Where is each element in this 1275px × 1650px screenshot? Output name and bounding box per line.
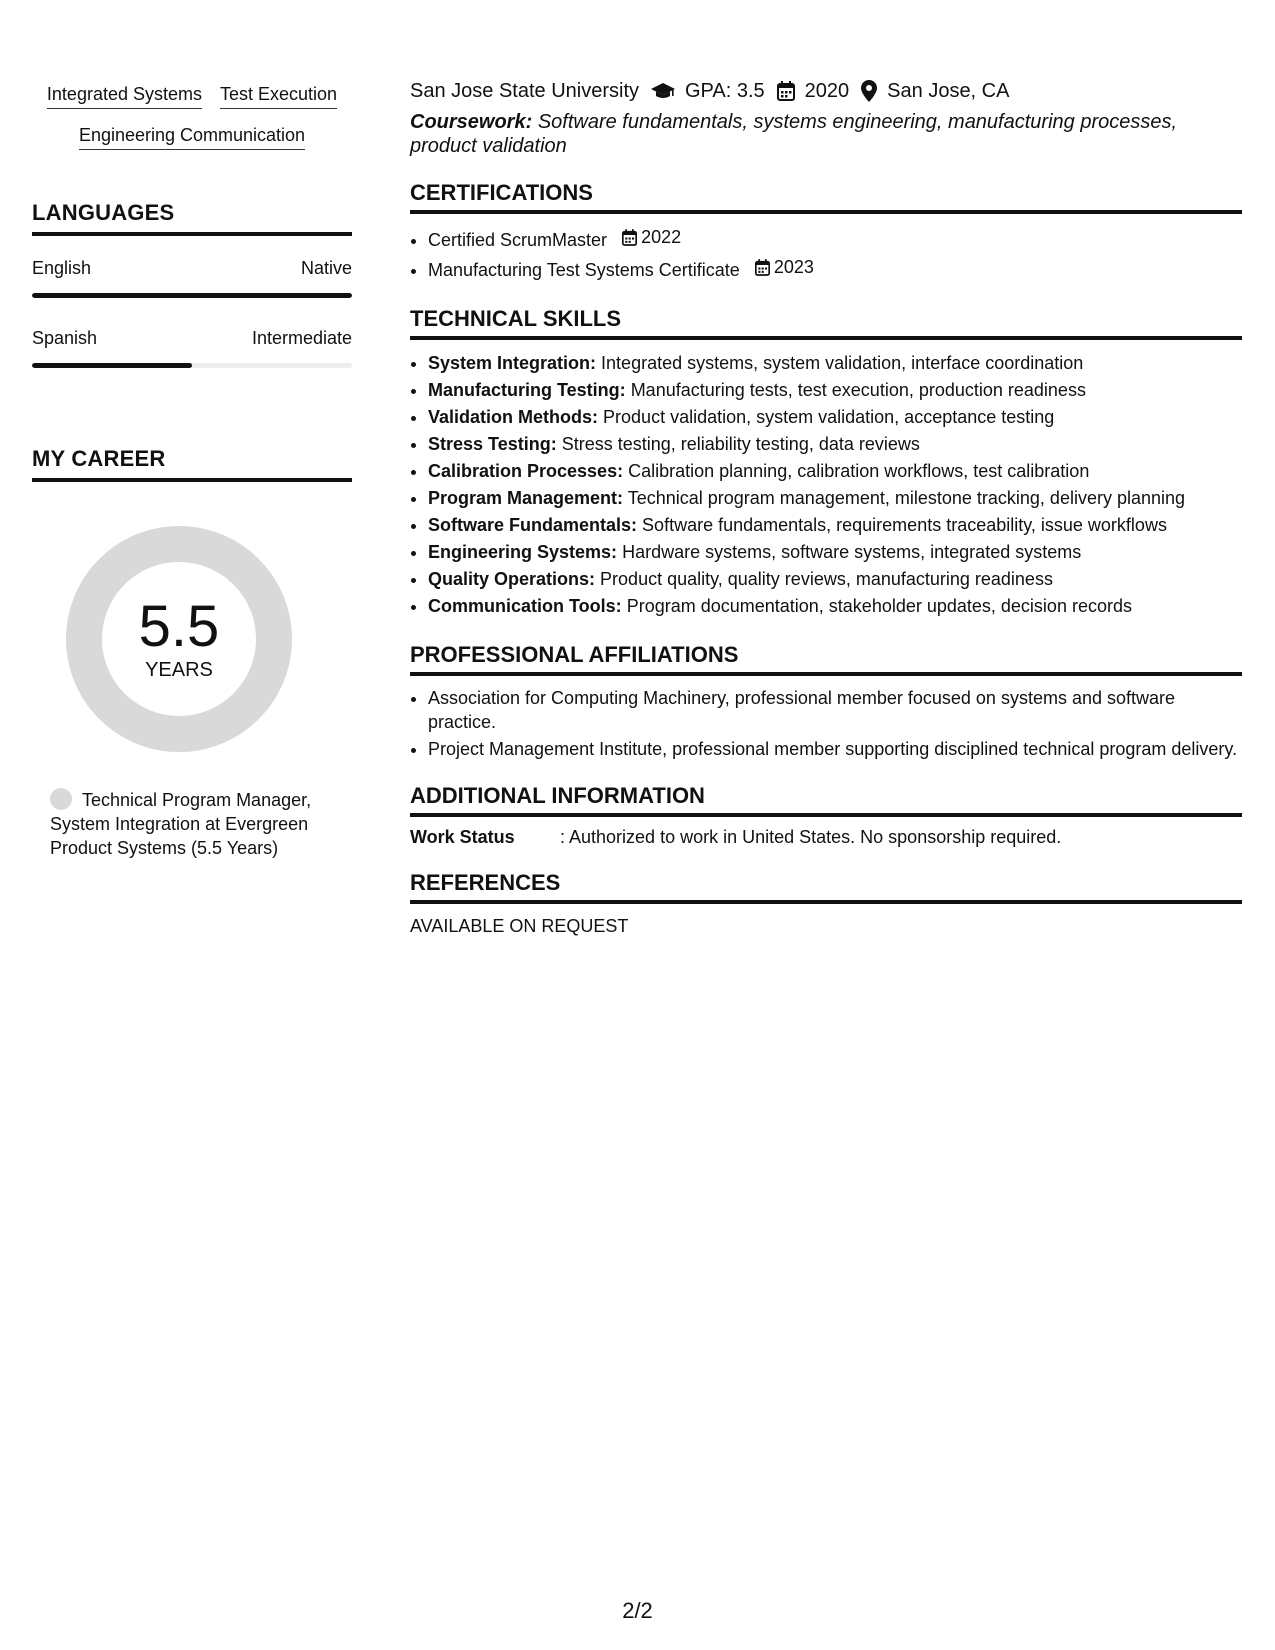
technical-skills-list (428, 350, 1242, 620)
certification-name: Certified ScrumMaster (428, 230, 608, 250)
skill-details: Integrated systems, system validation, interface coordination (601, 353, 1084, 373)
list-item (428, 377, 1242, 404)
language-proficiency-fill (32, 293, 352, 298)
calendar-icon (622, 229, 637, 246)
language-level: Intermediate (251, 328, 352, 348)
coursework-text: Software fundamentals, systems engineering, manufacturing processes, product validation (410, 111, 1178, 157)
list-item: • Project Management Institute, professional member supporting disciplined technical program delivery. (428, 737, 1242, 761)
skill-category: Validation Methods: (428, 407, 599, 427)
skill-category: Manufacturing Testing: (428, 380, 626, 400)
skill-details: Hardware systems, software systems, integrated systems (622, 542, 1082, 562)
language-row (32, 258, 352, 279)
language-proficiency-bar (32, 293, 352, 298)
career-section (32, 446, 352, 860)
languages-title: LANGUAGES (32, 200, 352, 236)
skill-tags (32, 82, 352, 150)
list-item (428, 254, 1242, 284)
list-item (428, 593, 1242, 620)
certification-name: Manufacturing Test Systems Certificate (428, 260, 740, 280)
page-number: 2/2 (622, 1598, 653, 1623)
additional-info-title: ADDITIONAL INFORMATION (410, 783, 1242, 817)
career-donut-center (66, 526, 292, 752)
certifications-list (428, 224, 1242, 284)
career-donut-chart (66, 526, 292, 752)
affiliations-section (410, 642, 1242, 761)
references-text: AVAILABLE ON REQUEST (410, 916, 629, 936)
skill-category: Program Management: (428, 488, 624, 508)
skill-details: Technical program management, milestone tracking, delivery planning (627, 488, 1186, 508)
career-years-unit: YEARS (145, 658, 213, 681)
skill-category: Communication Tools: (428, 596, 622, 616)
work-status-label: Work Status (410, 827, 515, 847)
coursework (410, 110, 1242, 158)
skill-category: Software Fundamentals: (428, 515, 638, 535)
skill-details: Software fundamentals, requirements traceability, issue workflows (642, 515, 1167, 535)
affiliations-list (428, 686, 1242, 761)
career-legend-text: Technical Program Manager, System Integration at Evergreen Product Systems (5.5 Years) (50, 790, 312, 858)
map-pin-icon (861, 80, 877, 102)
school-location: San Jose, CA (887, 80, 1010, 102)
skill-details: Calibration planning, calibration workflows, test calibration (628, 461, 1090, 481)
list-item (428, 539, 1242, 566)
education-line (410, 78, 1242, 104)
certification-year: 2023 (773, 257, 814, 277)
skill-category: System Integration: (428, 353, 597, 373)
graduation-cap-icon (651, 81, 675, 101)
list-item: • Association for Computing Machinery, professional member focused on systems and software practice. (428, 686, 1242, 734)
list-item (428, 404, 1242, 431)
skill-category: Calibration Processes: (428, 461, 624, 481)
language-row (32, 328, 352, 349)
certifications-section (410, 180, 1242, 284)
language-proficiency-bar (32, 363, 352, 368)
skill-details: Product validation, system validation, acceptance testing (603, 407, 1055, 427)
language-name: English (32, 258, 92, 278)
additional-info-section (410, 783, 1242, 848)
list-item (428, 458, 1242, 485)
skill-details: Manufacturing tests, test execution, production readiness (630, 380, 1086, 400)
skill-tag: Engineering Communication (79, 123, 305, 150)
right-column (410, 78, 1242, 937)
list-item (428, 485, 1242, 512)
technical-skills-section (410, 306, 1242, 620)
certifications-title: CERTIFICATIONS (410, 180, 1242, 214)
graduation-year: 2020 (804, 80, 850, 102)
language-level: Native (300, 258, 352, 278)
references-section (410, 870, 1242, 937)
info-row (410, 827, 1242, 848)
certification-date (755, 254, 814, 281)
legend-dot (50, 788, 72, 810)
school-name: San Jose State University (410, 80, 639, 102)
skill-tag: Test Execution (220, 82, 337, 109)
list-item (428, 224, 1242, 254)
certification-date (622, 224, 681, 251)
career-title: MY CAREER (32, 446, 352, 482)
skill-details: Stress testing, reliability testing, data reviews (561, 434, 920, 454)
language-name: Spanish (32, 328, 98, 348)
list-item (428, 512, 1242, 539)
gpa: GPA: 3.5 (685, 80, 765, 102)
references-title: REFERENCES (410, 870, 1242, 904)
language-proficiency-fill (32, 363, 192, 368)
languages-section (32, 200, 352, 368)
skill-category: Quality Operations: (428, 569, 596, 589)
list-item (428, 566, 1242, 593)
skill-category: Engineering Systems: (428, 542, 618, 562)
work-status-value: : Authorized to work in United States. No sponsorship required. (560, 827, 1062, 847)
list-item (428, 350, 1242, 377)
left-column (32, 82, 352, 860)
skill-category: Stress Testing: (428, 434, 557, 454)
skill-details: Program documentation, stakeholder updates, decision records (626, 596, 1132, 616)
technical-skills-title: TECHNICAL SKILLS (410, 306, 1242, 340)
career-years-value: 5.5 (138, 593, 220, 659)
list-item (428, 431, 1242, 458)
calendar-icon (777, 81, 795, 101)
calendar-icon (755, 259, 770, 276)
affiliations-title: PROFESSIONAL AFFILIATIONS (410, 642, 1242, 676)
skill-tag: Integrated Systems (47, 82, 202, 109)
skill-details: Product quality, quality reviews, manufacturing readiness (600, 569, 1053, 589)
career-legend (50, 788, 340, 860)
certification-year: 2022 (641, 227, 682, 247)
coursework-label: Coursework: (410, 111, 533, 133)
